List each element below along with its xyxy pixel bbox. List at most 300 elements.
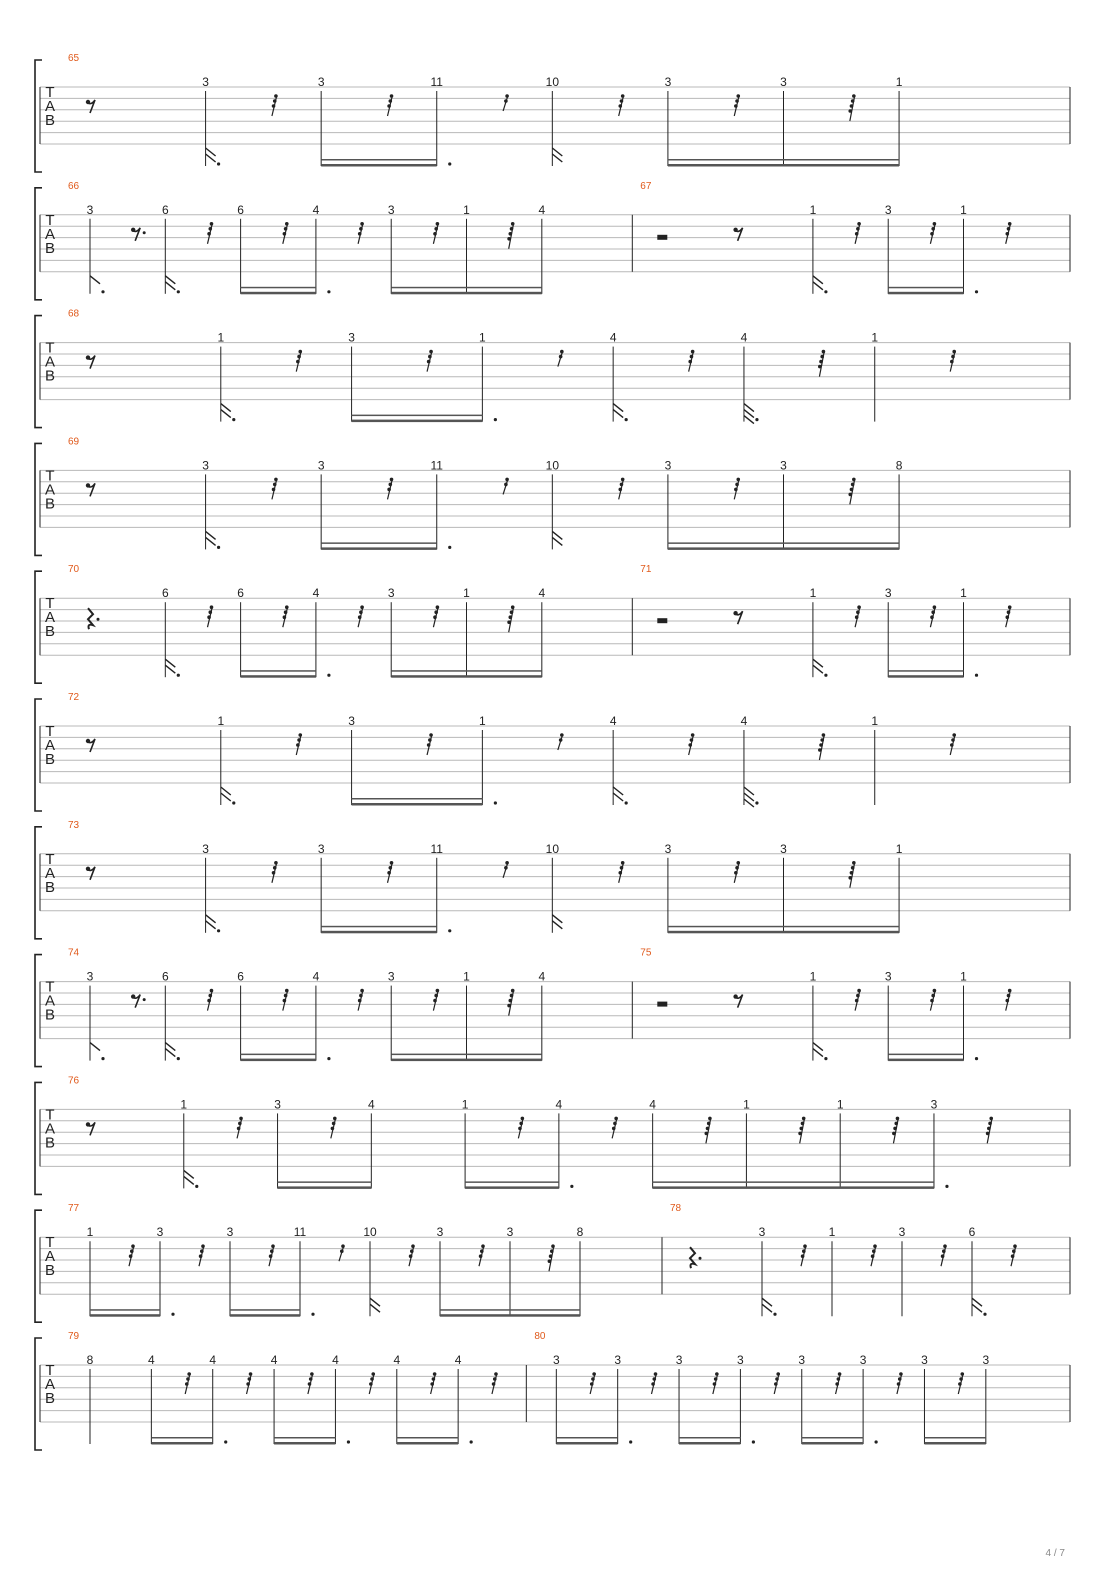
dot: [195, 1185, 198, 1188]
tab-clef-letter: B: [44, 1262, 56, 1280]
fret-number: 3: [202, 458, 209, 473]
rest-flag: [199, 1254, 203, 1258]
beam: [888, 1059, 963, 1062]
rest-flag: [952, 733, 956, 737]
rest-flag: [387, 488, 391, 492]
rest-flag: [208, 610, 212, 614]
rest-flag: [432, 1377, 436, 1381]
beam: [352, 803, 483, 806]
system-bracket: [35, 1338, 42, 1450]
rest-flag: [511, 222, 515, 226]
rest-flag: [428, 738, 432, 742]
fret-number: 3: [898, 1225, 906, 1240]
beam: [321, 164, 437, 167]
tab-clef-letter: B: [44, 623, 56, 641]
rest-flag: [818, 365, 822, 369]
rest-flag: [951, 738, 955, 742]
fret-number: 11: [430, 458, 443, 473]
dot: [824, 674, 827, 677]
beam: [321, 931, 437, 934]
measure-number: 76: [68, 1075, 80, 1087]
fret-number: 3: [859, 1353, 867, 1367]
rest-head: [86, 100, 90, 104]
rest-flag: [309, 1377, 313, 1381]
system-bracket: [35, 316, 42, 428]
rest-flag: [951, 355, 955, 359]
rest-flag: [238, 1122, 242, 1126]
rest-flag: [933, 989, 937, 993]
rest-flag: [1005, 615, 1009, 619]
rest-head: [86, 355, 90, 359]
rest-flag: [848, 876, 852, 880]
rest-flag: [851, 483, 855, 487]
fret-number: 4: [649, 1097, 656, 1112]
rest-flag: [430, 1382, 434, 1386]
fret-number: 10: [545, 458, 560, 473]
rest-flag: [933, 605, 937, 609]
fret-number: 4: [609, 330, 617, 345]
rest-flag: [835, 1382, 839, 1386]
rest-flag: [274, 94, 278, 98]
beam: [888, 670, 963, 672]
rest-flag: [248, 1377, 252, 1381]
beam: [397, 1437, 458, 1439]
dot: [177, 1057, 180, 1060]
fret-number: 3: [780, 841, 787, 856]
rest-flag: [360, 989, 364, 993]
rest-flag: [508, 999, 512, 1003]
rest-flag: [654, 1372, 658, 1376]
beam: [352, 798, 483, 800]
rest-flag: [283, 999, 287, 1003]
system-bracket: [35, 571, 42, 683]
rest-flag: [1011, 1254, 1015, 1258]
rest-flag: [283, 615, 287, 619]
rest-flag: [708, 1117, 712, 1121]
fret-number: 3: [884, 586, 892, 601]
system-bracket: [35, 188, 42, 300]
tab-clef-letter: T: [45, 595, 55, 613]
fret-number: 6: [237, 202, 244, 217]
beam: [440, 1314, 580, 1317]
fret-number: 8: [895, 458, 903, 473]
rest-dot: [143, 231, 146, 234]
fret-number: 1: [809, 586, 817, 601]
system-3: [35, 436, 1070, 555]
fret-number: 3: [664, 458, 672, 473]
rest-flag: [688, 360, 692, 364]
rest-flag: [359, 994, 363, 998]
rest-flag: [131, 1244, 135, 1248]
tab-clef-letter: T: [45, 339, 55, 357]
fret-number: 3: [884, 202, 892, 217]
rest-flag: [433, 1372, 437, 1376]
rest-flag: [359, 227, 363, 231]
dot: [824, 1057, 827, 1060]
rest-flag: [207, 999, 211, 1003]
rest-flag: [651, 1382, 655, 1386]
rest-dot: [699, 1257, 702, 1260]
rest-flag: [273, 99, 277, 103]
fret-number: 3: [387, 969, 395, 984]
fret-number: 4: [454, 1353, 462, 1367]
rest-flag: [389, 483, 393, 487]
rest-flag: [411, 1244, 415, 1248]
fret-number: 3: [758, 1225, 766, 1240]
beam: [321, 159, 437, 161]
beam: [668, 164, 899, 167]
rest-flag: [434, 610, 438, 614]
measure-number: 78: [670, 1203, 682, 1215]
rest-flag: [894, 1122, 898, 1126]
rest-flag: [1012, 1249, 1016, 1253]
rest-flag: [269, 1254, 273, 1258]
fret-number: 4: [740, 714, 748, 728]
system-bracket: [35, 60, 42, 172]
rest-flag: [1005, 232, 1009, 236]
fret-number: 3: [86, 969, 94, 984]
beam: [465, 1186, 559, 1189]
measure-number: 73: [68, 819, 80, 831]
rest-flag: [856, 994, 860, 998]
rest-flag: [989, 1117, 993, 1121]
rest-flag: [130, 1249, 134, 1253]
rest-flag: [736, 94, 740, 98]
dot: [448, 162, 451, 165]
rest-flag: [340, 1249, 344, 1253]
rest-flag: [480, 1249, 484, 1253]
fret-number: 3: [348, 714, 355, 728]
rest-flag: [930, 999, 934, 1003]
fret-number: 10: [545, 841, 560, 856]
fret-number: 4: [367, 1097, 375, 1112]
fret-number: 4: [209, 1353, 217, 1367]
fret-number: 11: [430, 841, 443, 856]
fret-number: 4: [332, 1353, 339, 1367]
rest-flag: [249, 1372, 253, 1376]
rest-flag: [390, 94, 394, 98]
tab-clef-letter: T: [45, 850, 55, 868]
rest-flag: [801, 1254, 805, 1258]
fret-number: 6: [968, 1225, 976, 1240]
beam: [241, 292, 316, 295]
fret-number: 1: [463, 202, 470, 217]
measure-number: 74: [68, 947, 80, 959]
rest-flag: [774, 1382, 778, 1386]
fret-number: 1: [895, 75, 903, 89]
rest-head: [131, 228, 135, 232]
rest-flag: [428, 355, 432, 359]
rest-flag: [734, 871, 738, 875]
rest-flag: [201, 1244, 205, 1248]
tab-clef-letter: T: [45, 1234, 55, 1252]
dot: [629, 1440, 632, 1443]
rest-flag: [1007, 610, 1011, 614]
beam: [352, 415, 483, 417]
rest-flag: [852, 478, 856, 482]
dot: [101, 290, 104, 293]
fret-number: 3: [274, 1097, 281, 1112]
rest-flag: [1005, 999, 1009, 1003]
tab-clef-letter: T: [45, 1106, 55, 1124]
rest-flag: [504, 99, 508, 103]
fret-number: 3: [156, 1225, 164, 1240]
rest-flag: [272, 488, 276, 492]
system-9: [35, 1203, 1070, 1322]
rest-flag: [621, 94, 625, 98]
rest-flag: [820, 738, 824, 742]
rest-flag: [207, 615, 211, 619]
rest-flag: [504, 866, 508, 870]
rest-flag: [803, 1244, 807, 1248]
fret-number: 1: [809, 969, 817, 984]
rest-flag: [129, 1254, 133, 1258]
fret-number: 10: [363, 1225, 377, 1240]
measure-number: 65: [68, 53, 80, 64]
rest-flag: [505, 94, 509, 98]
rest-flag: [298, 733, 302, 737]
rest-flag: [930, 615, 934, 619]
fret-number: 8: [86, 1353, 94, 1367]
rest-flag: [274, 861, 278, 865]
tab-clef-letter: B: [44, 1006, 56, 1024]
measure-68: [68, 309, 956, 424]
rest-flag: [510, 994, 514, 998]
fret-number: 3: [317, 458, 325, 473]
fret-number: 4: [538, 586, 546, 601]
rest-flag: [331, 1127, 335, 1131]
fret-number: 3: [982, 1353, 990, 1367]
fret-number: 1: [809, 202, 817, 217]
fret-number: 3: [202, 841, 209, 856]
fret-number: 6: [161, 586, 169, 601]
rest: [690, 1247, 695, 1268]
rest-flag: [429, 733, 433, 737]
rest-flag: [818, 748, 822, 752]
beam: [802, 1442, 863, 1445]
rest-flag: [481, 1244, 485, 1248]
rest-flag: [592, 1372, 596, 1376]
rest-flag: [360, 222, 364, 226]
rest-flag: [284, 227, 288, 231]
rest-flag: [370, 1377, 374, 1381]
fret-number: 3: [86, 202, 94, 217]
measure-72: [68, 692, 956, 807]
dot: [470, 1440, 473, 1443]
fret-number: 1: [86, 1225, 94, 1240]
rest-flag: [358, 232, 362, 236]
rest-flag: [855, 232, 859, 236]
system-bracket: [35, 955, 42, 1067]
rest-head: [86, 483, 90, 487]
tab-clef-letter: A: [44, 737, 56, 754]
rest-flag: [820, 355, 824, 359]
fret-number: 1: [479, 330, 486, 345]
dot: [975, 674, 978, 677]
dot: [875, 1440, 878, 1443]
rest-flag: [436, 989, 440, 993]
rest-flag: [897, 1382, 901, 1386]
fret-number: 3: [664, 75, 672, 89]
rest-flag: [621, 861, 625, 865]
rest-flag: [505, 478, 509, 482]
beam: [924, 1442, 985, 1445]
rest-flag: [873, 1244, 877, 1248]
rest-flag: [871, 1254, 875, 1258]
tab-clef-letter: T: [45, 84, 55, 101]
rest-flag: [285, 222, 289, 226]
beam: [151, 1442, 212, 1445]
system-6: [35, 820, 1070, 939]
beam: [888, 287, 963, 289]
rest-flag: [620, 866, 624, 870]
beam: [888, 1054, 963, 1056]
beam: [440, 1309, 580, 1311]
dot: [448, 929, 451, 932]
rest-flag: [857, 222, 861, 226]
rest-flag: [505, 861, 509, 865]
rest-flag: [508, 232, 512, 236]
rest-flag: [298, 350, 302, 354]
beam: [241, 287, 316, 289]
dot: [101, 1057, 104, 1060]
rest-flag: [1008, 222, 1012, 226]
rest-flag: [510, 227, 514, 231]
rest-flag: [507, 620, 511, 624]
rest-flag: [950, 360, 954, 364]
rest-flag: [358, 999, 362, 1003]
dot: [755, 418, 758, 421]
fret-number: 6: [161, 969, 169, 984]
dot: [327, 674, 330, 677]
rest-flag: [560, 350, 564, 354]
fret-number: 1: [217, 330, 225, 345]
fret-number: 8: [576, 1225, 584, 1240]
rest-flag: [185, 1382, 189, 1386]
tab-clef-letter: A: [44, 1248, 56, 1266]
system-bracket: [35, 1082, 42, 1194]
fret-number: 1: [836, 1097, 844, 1112]
tab-clef-letter: T: [45, 723, 55, 740]
rest-flag: [735, 483, 739, 487]
rest-flag: [272, 104, 276, 108]
fret-number: 3: [436, 1225, 444, 1240]
fret-number: 1: [479, 714, 486, 728]
rest-flag: [715, 1372, 719, 1376]
fret-number: 6: [237, 969, 244, 984]
beam: [321, 542, 437, 544]
rest-flag: [369, 1382, 373, 1386]
rest-flag: [855, 615, 859, 619]
beam: [924, 1437, 985, 1439]
fret-number: 6: [237, 586, 244, 601]
fret-number: 1: [871, 714, 879, 728]
system-4: [35, 564, 1070, 683]
dot: [625, 418, 628, 421]
fret-number: 4: [393, 1353, 401, 1367]
rest-flag: [359, 610, 363, 614]
beam: [391, 292, 542, 295]
rest-flag: [850, 871, 854, 875]
fret-number: 1: [960, 969, 967, 984]
rest-flag: [819, 743, 823, 747]
fret-number: 4: [538, 969, 546, 984]
beam: [391, 1059, 542, 1062]
measure-number: 72: [68, 692, 80, 703]
rest-flag: [186, 1377, 190, 1381]
fret-number: 4: [609, 714, 617, 728]
rest-flag: [838, 1372, 842, 1376]
tab-clef-letter: A: [44, 481, 56, 499]
rest-flag: [560, 733, 564, 737]
rest-flag: [296, 743, 300, 747]
fret-number: 3: [798, 1353, 806, 1367]
rest-flag: [931, 227, 935, 231]
rest-flag: [332, 1122, 336, 1126]
rest-flag: [714, 1377, 718, 1381]
beam: [668, 926, 899, 928]
rest-flag: [433, 615, 437, 619]
beam: [321, 547, 437, 550]
system-bracket: [35, 827, 42, 939]
tab-clef-letter: B: [44, 1134, 56, 1152]
beam: [888, 292, 963, 295]
measure-number: 79: [68, 1331, 80, 1342]
rest-flag: [237, 1127, 241, 1131]
beam: [321, 926, 437, 928]
rest-flag: [285, 989, 289, 993]
fret-number: 4: [312, 586, 320, 601]
fret-number: 3: [348, 330, 355, 345]
fret-number: 1: [180, 1097, 188, 1112]
dot: [752, 1440, 755, 1443]
rest-flag: [208, 227, 212, 231]
fret-number: 4: [148, 1353, 155, 1367]
beam: [241, 1059, 316, 1062]
system-bracket: [35, 1210, 42, 1322]
dot: [217, 162, 220, 165]
beam: [278, 1186, 372, 1189]
tab-clef-letter: A: [44, 98, 56, 115]
tab-clef-letter: B: [44, 112, 56, 129]
dot: [570, 1185, 573, 1188]
rest-dot: [97, 618, 100, 621]
rest-flag: [507, 237, 511, 241]
fret-number: 3: [884, 969, 892, 984]
beam: [391, 287, 542, 289]
beam: [556, 1442, 617, 1445]
rest-flag: [691, 733, 695, 737]
rest-flag: [409, 1254, 413, 1258]
measure-number: 77: [68, 1203, 80, 1215]
rest-flag: [549, 1254, 553, 1258]
rest-flag: [479, 1254, 483, 1258]
fret-number: 1: [743, 1097, 750, 1112]
fret-number: 3: [664, 841, 672, 856]
rest-flag: [492, 1382, 496, 1386]
beam: [397, 1442, 458, 1445]
beam: [802, 1437, 863, 1439]
fret-number: 1: [463, 969, 470, 984]
measure-number: 66: [68, 180, 80, 192]
rest-head: [733, 228, 737, 232]
beam: [230, 1309, 300, 1311]
rest-flag: [851, 99, 855, 103]
dot: [625, 801, 628, 804]
rest-head: [86, 1122, 90, 1126]
beam: [391, 675, 542, 678]
rest-flag: [735, 99, 739, 103]
